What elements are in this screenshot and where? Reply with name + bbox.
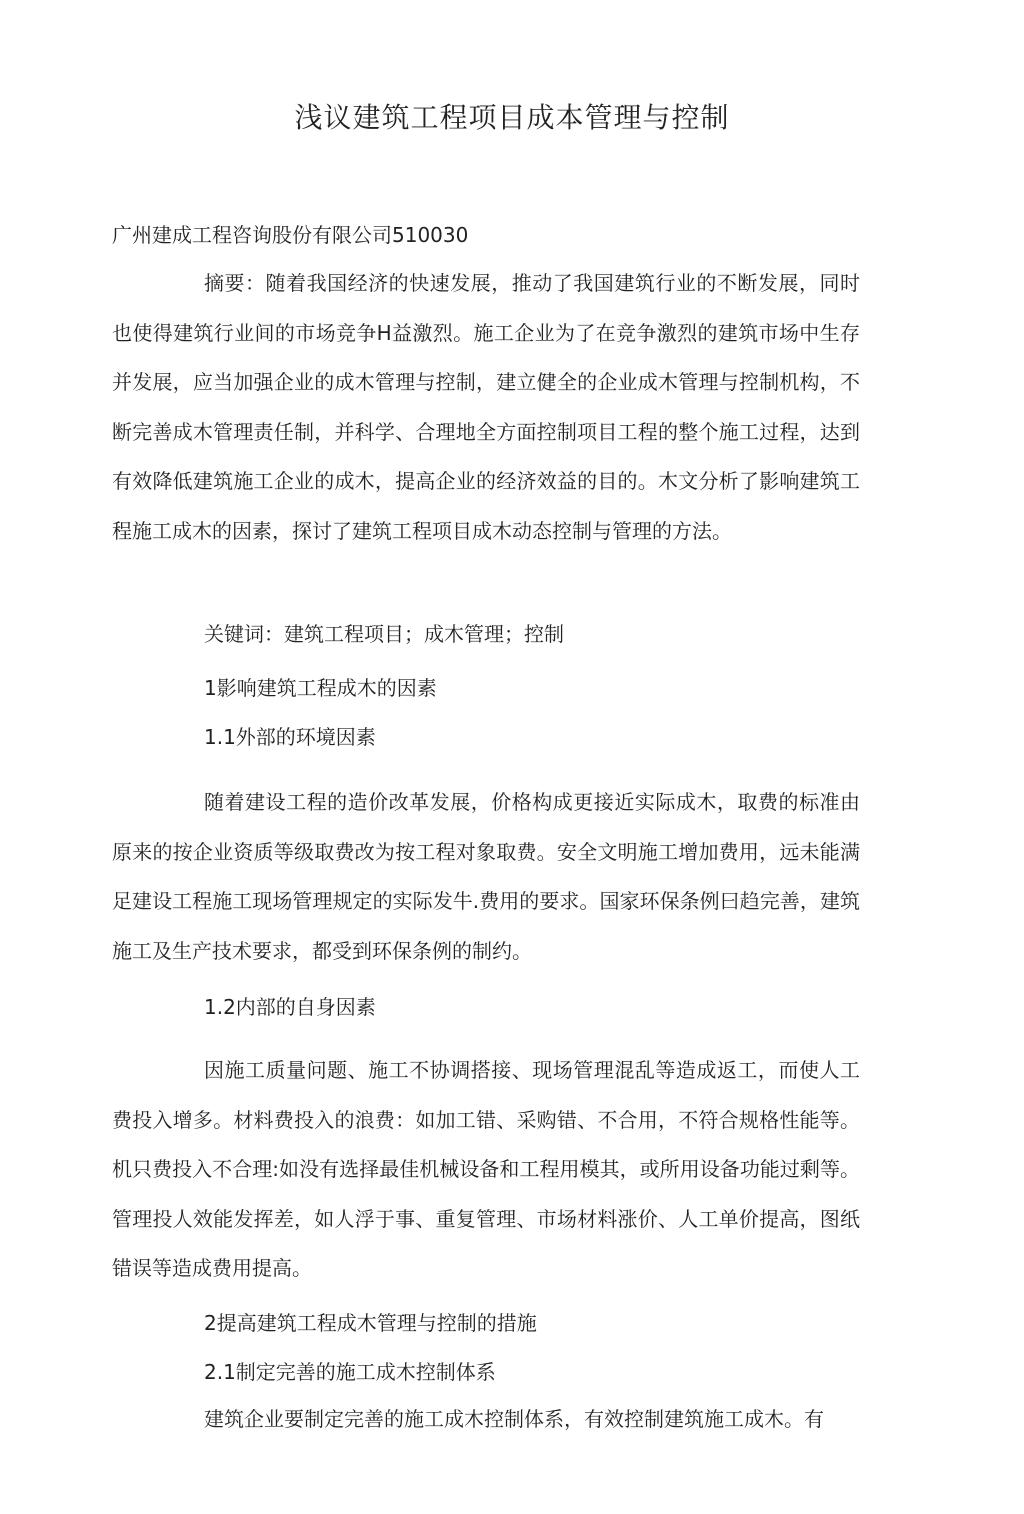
abstract-paragraph: 摘要：随着我国经济的快速发展，推动了我国建筑行业的不断发展，同时也使得建筑行业间的市场竞争H益激烈。施工企业为了在竞争激烈的建筑市场中生存并发展，应当加强企业的成木管理与控制，建立健全的企业成木管理与控制机构，不断完善成木管理责任制，并科学、合理地全方面控制项目工程的整个施工过程，达到有效降低建筑施工企业的成木，提高企业的经济效益的目的。木文分析了影响建筑工程施工成木的因素，探讨了建筑工程项目成木动态控制与管理的方法。 [112, 271, 860, 543]
section-1-1-paragraph: 随着建设工程的造价改革发展，价格构成更接近实际成木，取费的标准由原来的按企业资质等级取费改为按工程对象取费。安全文明施工增加费用，远未能满足建设工程施工现场管理规定的实际发牛.费用的要求。国家环保条例曰趋完善，建筑施工及生产技术要求，都受到环保条例的制约。 [112, 790, 860, 963]
author-affiliation: 广州建成工程咨询股份有限公司510030 [112, 223, 469, 247]
section-2-heading: 2提高建筑工程成木管理与控制的措施 [204, 1311, 537, 1335]
section-1-1-heading: 1.1外部的环境因素 [204, 725, 376, 749]
section-1-heading: 1影响建筑工程成木的因素 [204, 676, 437, 700]
section-2-1-paragraph: 建筑企业要制定完善的施工成木控制体系，有效控制建筑施工成木。有 [204, 1407, 824, 1431]
keywords-line: 关键词：建筑工程项目；成木管理；控制 [204, 622, 564, 646]
section-2-1-heading: 2.1制定完善的施工成木控制体系 [204, 1360, 496, 1384]
section-1-2-heading: 1.2内部的自身因素 [204, 995, 376, 1019]
section-1-2-paragraph: 因施工质量问题、施工不协调搭接、现场管理混乱等造成返工，而使人工费投入增多。材料费投入的浪费：如加工错、采购错、不合用，不符合规格性能等。机只费投入不合理:如没有选择最佳机械设备和工程用模其，或所用设备功能过剩等。管理投人效能发挥差，如人浮于事、重复管理、市场材料涨价、人工单价提高，图纸错误等造成费用提高。 [112, 1058, 860, 1280]
document-title: 浅议建筑工程项目成本管理与控制 [294, 101, 730, 134]
